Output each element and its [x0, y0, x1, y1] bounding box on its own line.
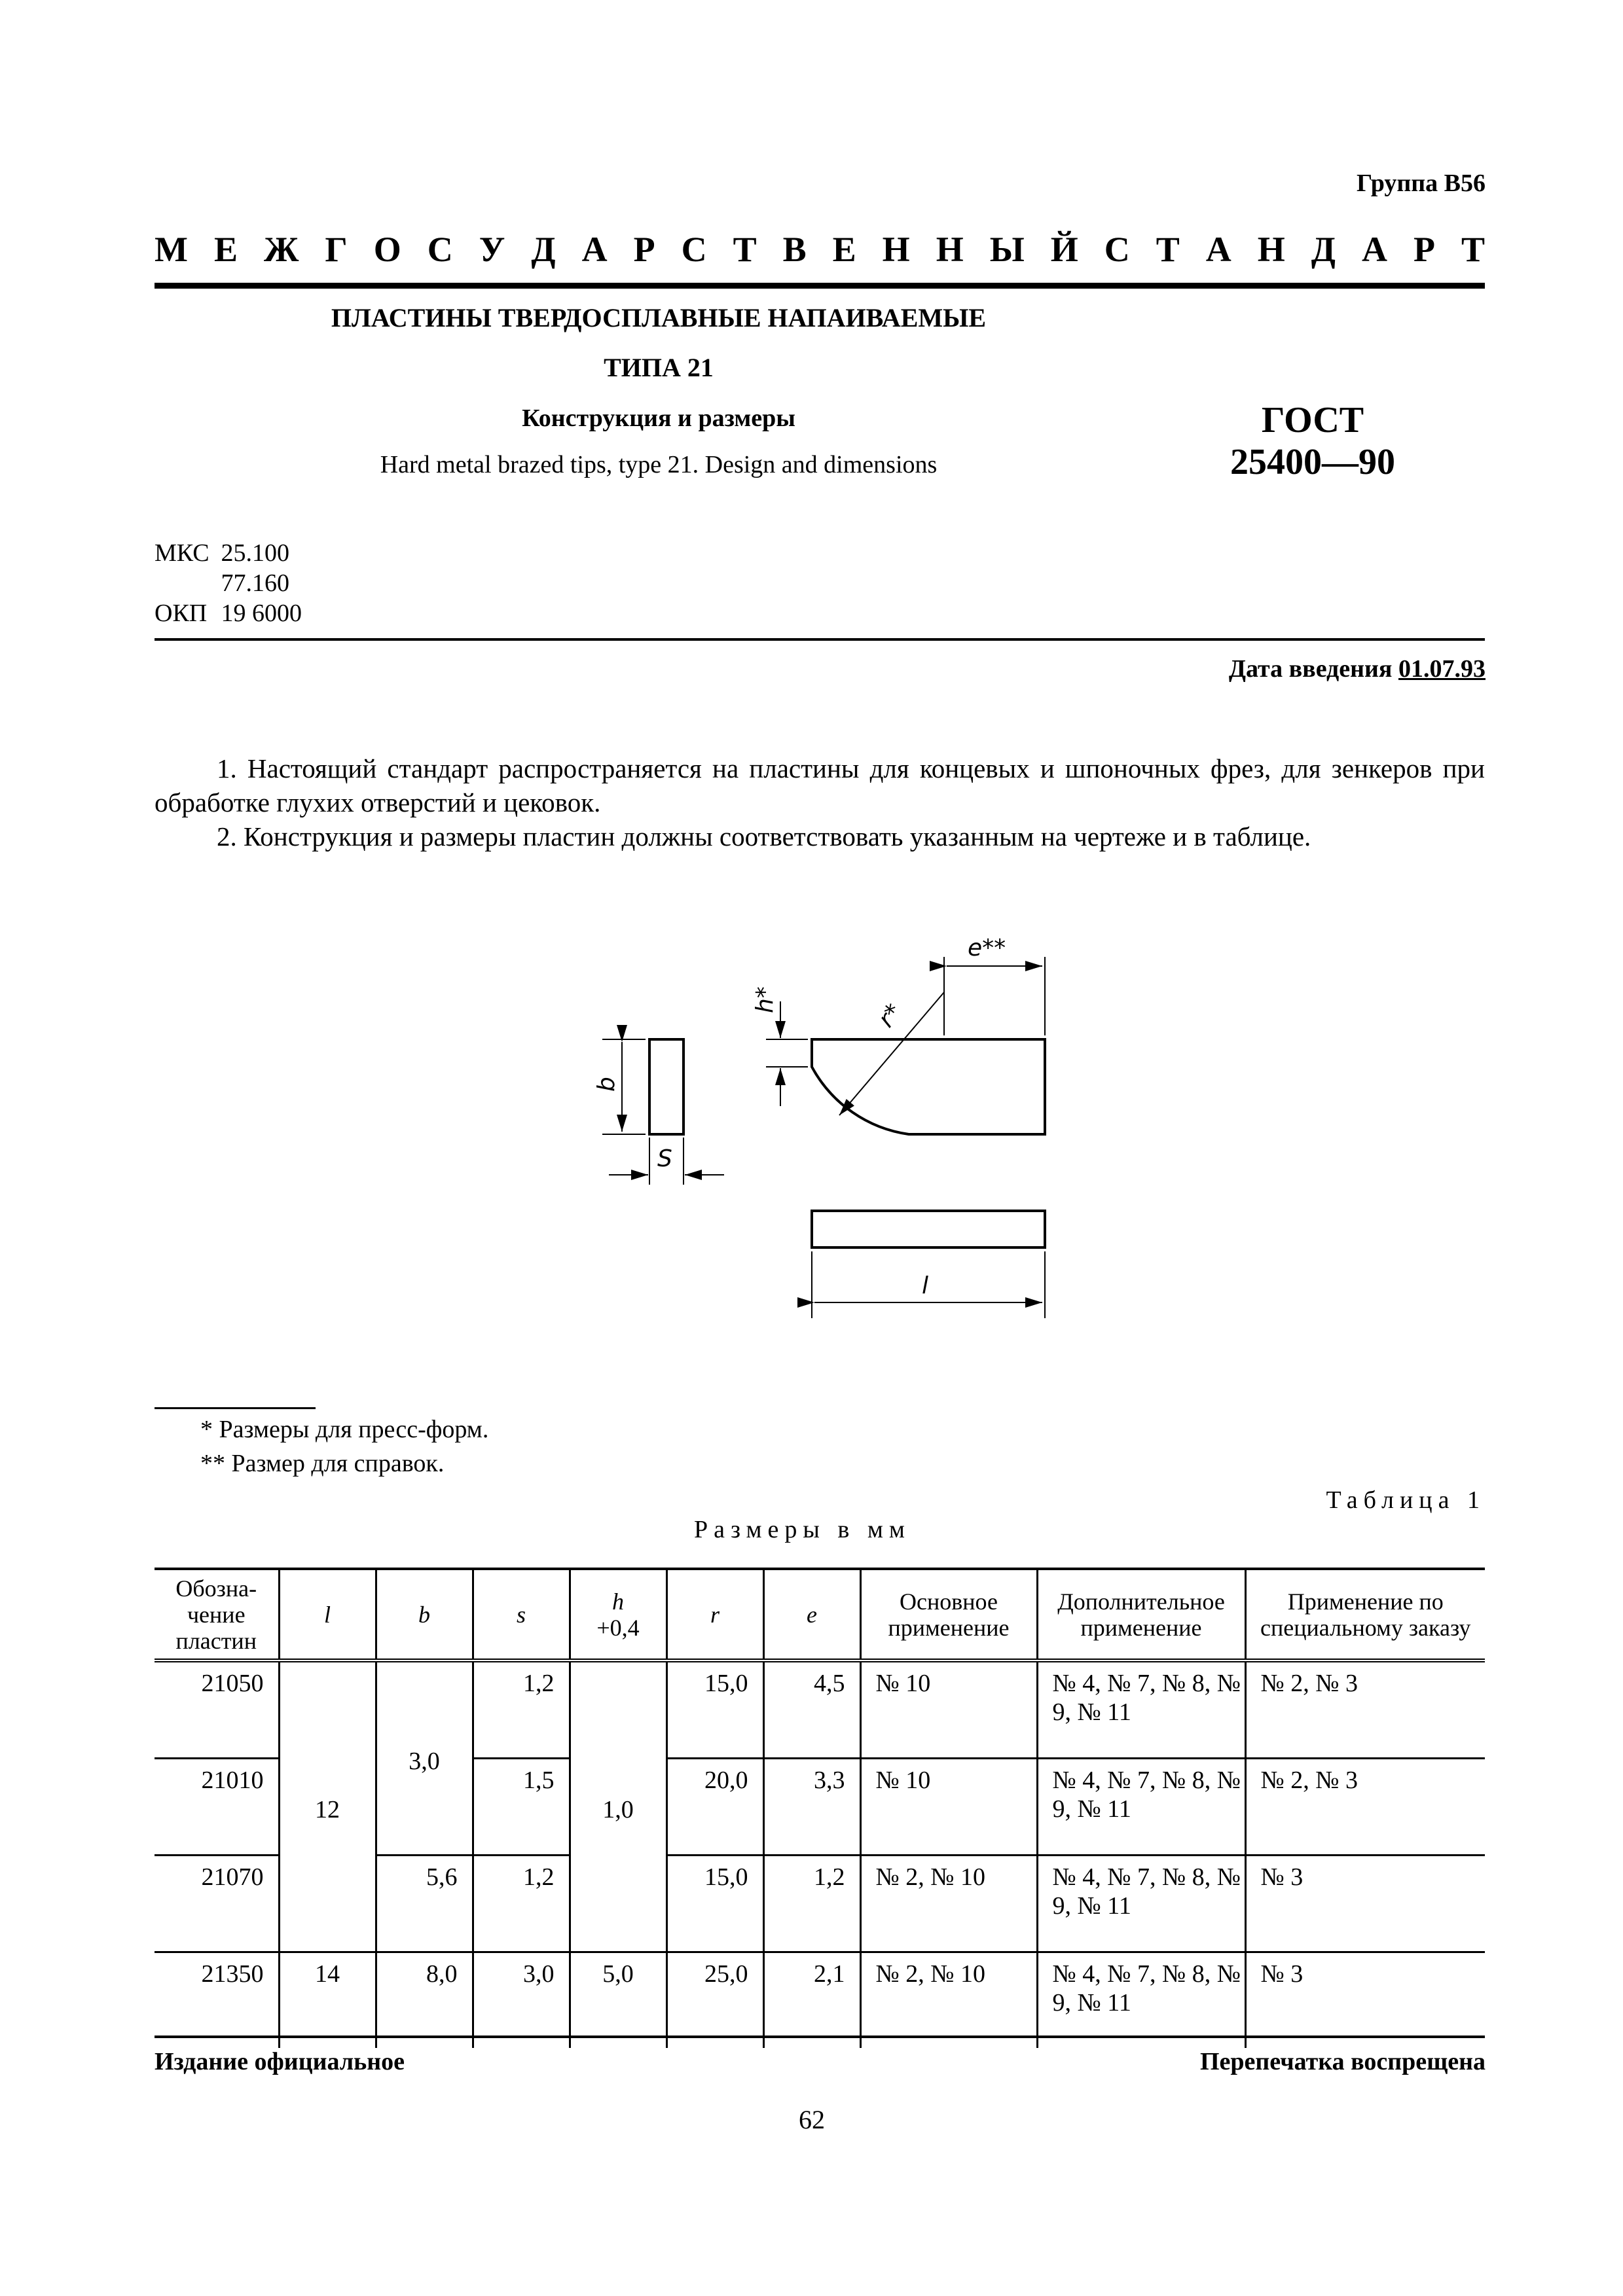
plate-top-view	[812, 1211, 1045, 1247]
mks-label: МКС	[155, 539, 210, 567]
heading-letter: С	[681, 230, 707, 269]
heading-letter: Т	[733, 230, 757, 269]
dimension-h-label: h*	[752, 986, 778, 1013]
page-number: 62	[799, 2105, 825, 2134]
heading-letter: Р	[633, 230, 655, 269]
cell-special-use: № 2, № 3	[1245, 1759, 1485, 1856]
gost-number: 25400—90	[1230, 442, 1395, 482]
heading-letter: С	[427, 230, 453, 269]
cell-s: 1,2	[473, 1856, 570, 1952]
table-row	[155, 1660, 1485, 1759]
document-subtitle: Конструкция и размеры	[522, 404, 795, 432]
effective-date-label: Дата введения	[1228, 655, 1393, 683]
heading-letter: Е	[832, 230, 856, 269]
heading-letter: Е	[213, 230, 238, 269]
col-special-use: Применение по специальному заказу	[1245, 1569, 1485, 1660]
col-main-use: Основное применение	[860, 1569, 1037, 1660]
cell-designation: 21070	[155, 1856, 279, 1952]
reprint-note: Перепечатка воспрещена	[1199, 2048, 1486, 2075]
heading-letter: А	[1361, 230, 1387, 269]
table-label: Таблица 1	[1326, 1486, 1486, 1514]
cell-special-use: № 2, № 3	[1245, 1660, 1485, 1759]
classification-codes	[155, 538, 314, 628]
heading-letter: Т	[1461, 230, 1485, 269]
heading-letter: Н	[882, 230, 910, 269]
heading-letter: Й	[1050, 230, 1078, 269]
okp-label: ОКП	[155, 600, 208, 627]
footer-rule	[155, 2036, 1485, 2038]
table-header-row	[155, 1569, 1485, 1660]
cell-e: 2,1	[763, 1952, 860, 2049]
cell-h: 5,0	[570, 1952, 666, 2049]
codes-rule	[155, 638, 1485, 641]
cell-extra-use: № 4, № 7, № 8, № 9, № 11	[1037, 1856, 1245, 1952]
heading-letter: О	[373, 230, 401, 269]
cell-e: 4,5	[763, 1660, 860, 1759]
cell-main-use: № 10	[860, 1660, 1037, 1759]
col-b: b	[376, 1569, 473, 1660]
cell-extra-use: № 4, № 7, № 8, № 9, № 11	[1037, 1759, 1245, 1856]
cell-designation: 21010	[155, 1759, 279, 1856]
cell-h: 1,0	[570, 1660, 666, 1952]
paragraph-1: 1. Настоящий стандарт распространяется на пластины для концевых и шпоночных фрез, для зенкеров при обработке глухих отверстий и цековок.	[155, 753, 1485, 817]
heading-letter: Т	[1156, 230, 1180, 269]
cell-b: 8,0	[376, 1952, 473, 2049]
gost-label: ГОСТ	[1261, 400, 1364, 440]
cell-s: 1,5	[473, 1759, 570, 1856]
cell-r: 15,0	[666, 1856, 763, 1952]
footnote-1: * Размеры для пресс-форм.	[200, 1416, 489, 1443]
heading-letter: С	[1104, 230, 1130, 269]
heading-letter: А	[1205, 230, 1231, 269]
col-extra-use: Дополнительное применение	[1037, 1569, 1245, 1660]
col-s: s	[473, 1569, 570, 1660]
heading-letter: А	[581, 230, 608, 269]
cell-special-use: № 3	[1245, 1856, 1485, 1952]
heading-letter: М	[155, 230, 188, 269]
mks-code: 25.100	[221, 539, 290, 567]
document-title-line2: ТИПА 21	[604, 353, 714, 382]
cell-extra-use: № 4, № 7, № 8, № 9, № 11	[1037, 1952, 1245, 2049]
cell-designation: 21050	[155, 1660, 279, 1759]
dimension-r-label: r*	[873, 999, 907, 1033]
heading-letter: Д	[1311, 230, 1336, 269]
cell-e: 1,2	[763, 1856, 860, 1952]
heading-letter: Н	[1257, 230, 1285, 269]
table-row	[155, 1952, 1485, 2049]
col-e: e	[763, 1569, 860, 1660]
heading-letter: У	[479, 230, 505, 269]
cell-e: 3,3	[763, 1759, 860, 1856]
col-r: r	[666, 1569, 763, 1660]
body-text	[155, 751, 1485, 853]
cell-l: 14	[279, 1952, 376, 2049]
cell-r: 25,0	[666, 1952, 763, 2049]
cell-extra-use: № 4, № 7, № 8, № 9, № 11	[1037, 1660, 1245, 1759]
cell-main-use: № 10	[860, 1759, 1037, 1856]
plate-side-view	[649, 1039, 684, 1134]
edition-note: Издание официальное	[155, 2048, 405, 2075]
dimension-s-label: S	[657, 1145, 672, 1172]
effective-date	[1229, 655, 1486, 683]
cell-r: 15,0	[666, 1660, 763, 1759]
mks-code: 77.160	[221, 569, 290, 597]
heading-letter: Ж	[264, 230, 299, 269]
english-title: Hard metal brazed tips, type 21. Design and dimensions	[380, 451, 938, 478]
col-designation: Обозна-чение пластин	[155, 1569, 279, 1660]
heading-letter: Г	[325, 230, 348, 269]
cell-special-use: № 3	[1245, 1952, 1485, 2049]
group-code: Группа В56	[1356, 170, 1486, 197]
dimension-e-label: e**	[968, 935, 1006, 961]
standard-type-heading	[155, 229, 1485, 270]
col-h: h +0,4	[570, 1569, 666, 1660]
okp-code: 19 6000	[221, 600, 302, 627]
col-l: l	[279, 1569, 376, 1660]
heading-letter: Р	[1413, 230, 1435, 269]
document-title-line1: ПЛАСТИНЫ ТВЕРДОСПЛАВНЫЕ НАПАИВАЕМЫЕ	[331, 303, 987, 332]
cell-designation: 21350	[155, 1952, 279, 2049]
effective-date-value: 01.07.93	[1398, 655, 1486, 683]
heading-letter: В	[782, 230, 807, 269]
heading-letter: Д	[531, 230, 556, 269]
footnote-2: ** Размер для справок.	[200, 1450, 445, 1477]
cell-r: 20,0	[666, 1759, 763, 1856]
heading-letter: Н	[936, 230, 964, 269]
technical-drawing	[576, 929, 1074, 1335]
footnote-rule	[155, 1407, 316, 1409]
table-units: Размеры в мм	[694, 1516, 911, 1543]
dimensions-table	[155, 1568, 1485, 2048]
cell-main-use: № 2, № 10	[860, 1856, 1037, 1952]
dimension-l-label: l	[922, 1272, 929, 1299]
paragraph-2: 2. Конструкция и размеры пластин должны соответствовать указанным на чертеже и в таблице.	[217, 821, 1311, 852]
cell-s: 3,0	[473, 1952, 570, 2049]
cell-b: 3,0	[376, 1660, 473, 1856]
plate-front-view	[812, 1039, 1045, 1134]
cell-main-use: № 2, № 10	[860, 1952, 1037, 2049]
cell-s: 1,2	[473, 1660, 570, 1759]
dimension-b-label: b	[593, 1077, 620, 1092]
cell-l: 12	[279, 1660, 376, 1952]
header-rule	[155, 283, 1485, 289]
cell-b: 5,6	[376, 1856, 473, 1952]
heading-letter: Ы	[989, 230, 1025, 269]
